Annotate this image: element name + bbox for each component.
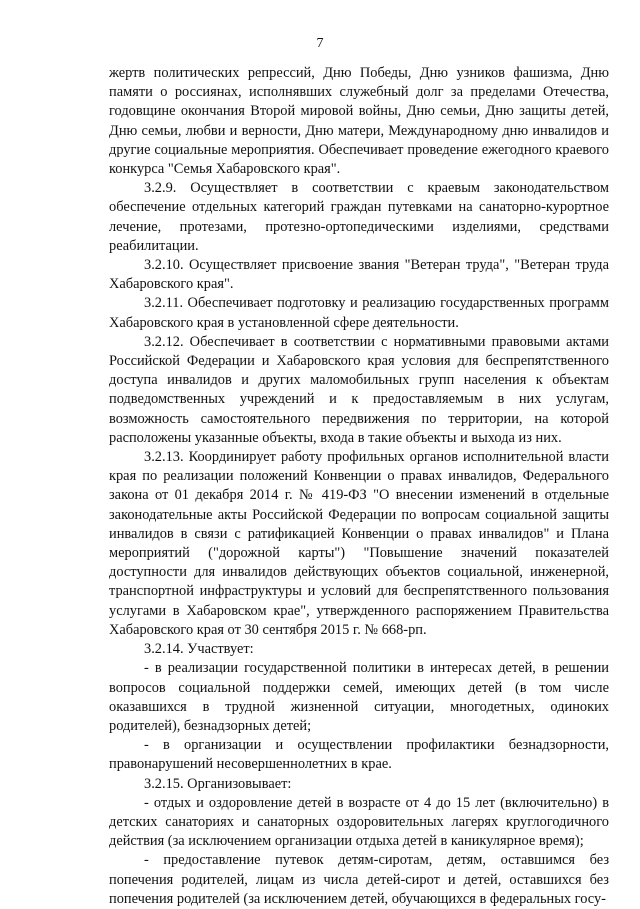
paragraph-3-2-10: 3.2.10. Осуществляет присвоение звания "Ветеран труда", "Ветеран труда Хабаровского края". [109, 257, 609, 293]
list-item: - в реализации государственной политики в интересах детей, в решении вопросов социальной поддержки семей, имеющих детей (в том числе оказавшихся в трудной жизненной ситуации, многодетных, одиноких родителей), безнадзорных детей; [109, 660, 609, 734]
document-body [109, 64, 609, 909]
page-number: 7 [316, 36, 324, 51]
paragraph-3-2-11: 3.2.11. Обеспечивает подготовку и реализацию государственных программ Хабаровского края в установленной сфере деятельности. [109, 295, 609, 331]
list-item: - отдых и оздоровление детей в возрасте от 4 до 15 лет (включительно) в детских санаториях и санаторных оздоровительных лагерях круглогодичного действия (за исключением организации отдыха детей в каникулярное время); [109, 794, 609, 850]
list-item: - в организации и осуществлении профилактики безнадзорности, правонарушений несовершеннолетних в крае. [109, 737, 609, 773]
paragraph-3-2-12: 3.2.12. Обеспечивает в соответствии с нормативными правовыми актами Российской Федерации и Хабаровского края условия для беспрепятственного доступа инвалидов и других маломобильных групп населения к объектам подведомственных учреждений и к предоставляемым в них услугам, возможность самостоятельного передвижения по территории, на которой расположены указанные объекты, входа в такие объекты и выхода из них. [109, 333, 609, 446]
paragraph-3-2-14: 3.2.14. Участвует: [144, 641, 254, 658]
paragraph-3-2-9: 3.2.9. Осуществляет в соответствии с краевым законодательством обеспечение отдельных категорий граждан путевками на санаторно-курортное лечение, протезами, протезно-ортопедическими изделиями, средствами реабилитации. [109, 180, 609, 254]
paragraph-continuation: жертв политических репрессий, Дню Победы, Дню узников фашизма, Дню памяти о россиянах, исполнявших служебный долг за пределами Отечества, годовщине окончания Второй мировой войны, Дню семьи, Дню защиты детей, Дню семьи, любви и верности, Дню матери, Международному дню инвалидов и другие социальные мероприятия. Обеспечивает проведение ежегодного краевого конкурса "Семья Хабаровского края". [109, 65, 609, 178]
list-item: - предоставление путевок детям-сиротам, детям, оставшимся без попечения родителей, лицам из числа детей-сирот и детей, оставшихся без попечения родителей (за исключением детей, обучающихся в федеральных госу- [109, 852, 609, 907]
paragraph-3-2-13: 3.2.13. Координирует работу профильных органов исполнительной власти края по реализации положений Конвенции о правах инвалидов, Федерального закона от 01 декабря 2014 г. № 419-ФЗ "О внесении изменений в отдельные законодательные акты Российской Федерации по вопросам социальной защиты инвалидов в связи с ратификацией Конвенции о правах инвалидов" и Плана мероприятий ("дорожной карты") "Повышение значений показателей доступности для инвалидов действующих объектов социальной, инженерной, транспортной инфраструктуры и условий для беспрепятственного пользования услугами в Хабаровском крае", утвержденного распоряжением Правительства Хабаровского края от 30 сентября 2015 г. № 668-рп. [109, 449, 609, 638]
paragraph-3-2-15: 3.2.15. Организовывает: [144, 775, 292, 792]
